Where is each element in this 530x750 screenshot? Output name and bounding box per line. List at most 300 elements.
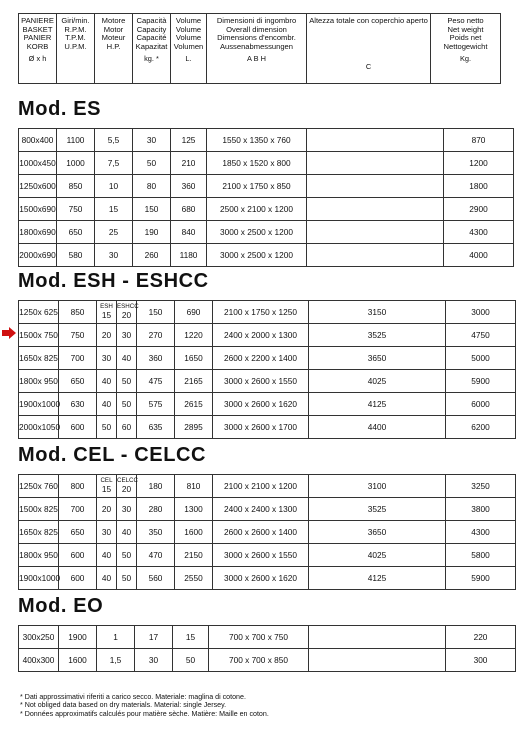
- cell-value: 5,5: [107, 135, 120, 145]
- cell-value: 2895: [184, 422, 203, 432]
- cell-value: 30: [101, 527, 112, 537]
- table-cell: [309, 370, 446, 393]
- cell-value: 3800: [471, 504, 490, 514]
- cell-value: 1500x 825: [19, 504, 58, 514]
- cell-value: 300x250: [22, 632, 55, 642]
- table-cell: [97, 475, 117, 498]
- cell-value: 1000: [66, 158, 85, 168]
- table-cell: [175, 521, 213, 544]
- table-cell: [444, 198, 514, 221]
- es-table-body: [19, 129, 514, 267]
- table-cell: [117, 393, 137, 416]
- table-cell: [97, 626, 135, 649]
- cell-value: 3000 x 2600 x 1550: [224, 376, 297, 386]
- table-cell: [95, 244, 133, 267]
- table-cell: [446, 567, 516, 590]
- cell-value: 600: [70, 573, 85, 583]
- cell-value: 650: [70, 527, 85, 537]
- table-cell: [97, 393, 117, 416]
- table-cell: [57, 198, 95, 221]
- cell-value: 3000 x 2600 x 1620: [224, 573, 297, 583]
- table-cell: [57, 244, 95, 267]
- table-cell: [57, 152, 95, 175]
- table-cell: [213, 347, 309, 370]
- table-cell: [117, 324, 137, 347]
- footnote-en: * Not obliged data based on dry materials. Material: single Jersey.: [20, 701, 227, 710]
- table-cell: [137, 521, 175, 544]
- table-cell: [309, 301, 446, 324]
- cell-value: 50: [121, 573, 132, 583]
- table-cell: [307, 198, 444, 221]
- table-cell: [133, 152, 171, 175]
- cel-table-body: [19, 475, 516, 590]
- cell-value: 1220: [184, 330, 203, 340]
- table-cell: [137, 370, 175, 393]
- column-header-table: [18, 13, 501, 84]
- cell-value: 690: [186, 307, 201, 317]
- table-cell: [173, 626, 209, 649]
- cell-value: 50: [121, 550, 132, 560]
- table-cell: [307, 152, 444, 175]
- table-cell: [19, 152, 57, 175]
- cell-value: 1180: [179, 250, 198, 260]
- cell-value: 5000: [471, 353, 490, 363]
- cell-value: 680: [181, 204, 196, 214]
- table-cell: [307, 175, 444, 198]
- motor-variant-label: CEL: [100, 476, 113, 484]
- cell-value: 3650: [367, 353, 387, 363]
- table-row: [19, 416, 516, 439]
- table-cell: [175, 370, 213, 393]
- esh-table: [18, 300, 516, 439]
- table-row: [19, 649, 516, 672]
- table-cell: [137, 324, 175, 347]
- cel-table: [18, 474, 516, 590]
- cell-value: 30: [146, 135, 157, 145]
- cell-value: 40: [101, 376, 112, 386]
- cell-value: 6200: [471, 422, 490, 432]
- red-arrow-icon: [2, 327, 16, 339]
- table-cell: [446, 370, 516, 393]
- table-cell: [171, 198, 207, 221]
- table-cell: [446, 475, 516, 498]
- cell-value: 300: [473, 655, 488, 665]
- table-cell: [309, 416, 446, 439]
- table-row: [19, 244, 514, 267]
- cell-value: 15: [101, 483, 112, 494]
- motor-variant-label: ESH: [100, 302, 113, 310]
- table-row: [19, 129, 514, 152]
- cell-value: 1: [113, 632, 118, 642]
- table-cell: [207, 175, 307, 198]
- table-row: [19, 301, 516, 324]
- cell-value: 3100: [367, 481, 387, 491]
- cell-value: 15: [101, 309, 112, 320]
- table-cell: [133, 244, 171, 267]
- cell-value: 4025: [367, 550, 387, 560]
- cell-value: 1600: [68, 655, 87, 665]
- table-row: [19, 498, 516, 521]
- cell-value: 30: [121, 504, 132, 514]
- cell-value: 15: [108, 204, 119, 214]
- table-cell: [213, 370, 309, 393]
- cell-value: 360: [148, 353, 163, 363]
- table-cell: [207, 152, 307, 175]
- table-row: [19, 347, 516, 370]
- eo-table-body: [19, 626, 516, 672]
- table-cell: [171, 175, 207, 198]
- cell-value: 3000 x 2600 x 1550: [224, 550, 297, 560]
- cell-value: 810: [186, 481, 201, 491]
- footnote-it: * Dati approssimativi riferiti a carico secco. Materiale: maglina di cotone.: [20, 693, 246, 701]
- table-cell: [59, 567, 97, 590]
- table-cell: [171, 221, 207, 244]
- cell-value: 40: [101, 573, 112, 583]
- cell-value: 150: [148, 307, 163, 317]
- table-cell: [97, 521, 117, 544]
- cell-value: 470: [148, 550, 163, 560]
- cell-value: 560: [148, 573, 163, 583]
- cell-value: 4000: [469, 250, 488, 260]
- cell-value: 360: [181, 181, 196, 191]
- section-title-esh: Mod. ESH - ESHCC: [18, 270, 209, 292]
- section-title-es: Mod. ES: [18, 98, 102, 120]
- cell-value: 40: [121, 353, 132, 363]
- cell-value: 40: [101, 399, 112, 409]
- table-cell: [97, 347, 117, 370]
- cell-value: 3000 x 2500 x 1200: [220, 227, 293, 237]
- table-cell: [133, 198, 171, 221]
- table-cell: [213, 416, 309, 439]
- table-cell: [209, 626, 309, 649]
- cell-value: 2550: [184, 573, 203, 583]
- table-cell: [309, 649, 446, 672]
- cell-value: 3250: [471, 481, 490, 491]
- table-cell: [213, 324, 309, 347]
- table-row: [19, 544, 516, 567]
- cell-value: 4300: [469, 227, 488, 237]
- table-row: [19, 221, 514, 244]
- table-cell: [309, 544, 446, 567]
- cell-value: 870: [471, 135, 486, 145]
- cell-value: 2000x1050: [19, 422, 61, 432]
- cell-value: 180: [148, 481, 163, 491]
- table-row: [19, 324, 516, 347]
- table-cell: [446, 347, 516, 370]
- table-cell: [19, 475, 59, 498]
- cell-value: 650: [68, 227, 83, 237]
- table-cell: [446, 498, 516, 521]
- cell-value: 1500x690: [19, 204, 56, 214]
- cell-value: 1800: [469, 181, 488, 191]
- table-cell: [444, 129, 514, 152]
- cell-value: 60: [121, 422, 132, 432]
- table-cell: [137, 567, 175, 590]
- cell-value: 1800x690: [19, 227, 56, 237]
- cell-value: 800x400: [21, 135, 54, 145]
- table-cell: [213, 521, 309, 544]
- cell-value: 25: [108, 227, 119, 237]
- cell-value: 190: [144, 227, 159, 237]
- cell-value: 6000: [471, 399, 490, 409]
- table-cell: [59, 416, 97, 439]
- table-cell: [117, 301, 137, 324]
- cell-value: 2600 x 2200 x 1400: [224, 353, 297, 363]
- table-cell: [95, 221, 133, 244]
- table-cell: [309, 475, 446, 498]
- table-cell: [446, 521, 516, 544]
- cell-value: 4025: [367, 376, 387, 386]
- table-cell: [446, 324, 516, 347]
- cell-value: 600: [70, 550, 85, 560]
- table-cell: [59, 475, 97, 498]
- table-cell: [444, 175, 514, 198]
- cell-value: 1250x 760: [19, 481, 58, 491]
- table-cell: [309, 567, 446, 590]
- table-row: [19, 370, 516, 393]
- table-cell: [175, 498, 213, 521]
- cell-value: 3650: [367, 527, 387, 537]
- cell-value: 150: [144, 204, 159, 214]
- table-row: [19, 626, 516, 649]
- table-cell: [171, 244, 207, 267]
- table-cell: [137, 393, 175, 416]
- cell-value: 15: [185, 632, 196, 642]
- cell-value: 2600 x 2600 x 1400: [224, 527, 297, 537]
- table-row: [19, 475, 516, 498]
- cell-value: 350: [148, 527, 163, 537]
- table-cell: [117, 544, 137, 567]
- table-cell: [446, 301, 516, 324]
- table-cell: [117, 521, 137, 544]
- table-cell: [59, 626, 97, 649]
- table-cell: [19, 626, 59, 649]
- table-cell: [59, 347, 97, 370]
- table-cell: [19, 129, 57, 152]
- eo-table: [18, 625, 516, 672]
- cell-value: 30: [108, 250, 119, 260]
- table-cell: [309, 626, 446, 649]
- table-cell: [59, 649, 97, 672]
- table-cell: [59, 498, 97, 521]
- table-cell: [207, 129, 307, 152]
- cell-value: 4300: [471, 527, 490, 537]
- cell-value: 580: [68, 250, 83, 260]
- cell-value: 1800x 950: [19, 376, 58, 386]
- table-cell: [135, 649, 173, 672]
- cell-value: 3150: [367, 307, 387, 317]
- cell-value: 50: [121, 376, 132, 386]
- cell-value: 2100 x 1750 x 850: [222, 181, 291, 191]
- motor-variant-label: CELCC: [117, 476, 138, 484]
- table-cell: [59, 301, 97, 324]
- table-cell: [19, 567, 59, 590]
- table-cell: [19, 198, 57, 221]
- table-cell: [97, 370, 117, 393]
- cell-value: 20: [121, 483, 132, 494]
- cell-value: 50: [101, 422, 112, 432]
- table-cell: [446, 416, 516, 439]
- table-row: [19, 152, 514, 175]
- table-cell: [57, 175, 95, 198]
- cell-value: 50: [185, 655, 196, 665]
- cell-value: 10: [108, 181, 119, 191]
- cell-value: 1500x 750: [19, 330, 58, 340]
- cell-value: 400x300: [22, 655, 55, 665]
- cell-value: 700 x 700 x 850: [228, 655, 289, 665]
- table-cell: [97, 301, 117, 324]
- table-cell: [446, 649, 516, 672]
- table-cell: [97, 416, 117, 439]
- table-cell: [213, 301, 309, 324]
- table-cell: [309, 347, 446, 370]
- cell-value: 4750: [471, 330, 490, 340]
- cell-value: 2000x690: [19, 250, 56, 260]
- cell-value: 80: [146, 181, 157, 191]
- cell-value: 1000x450: [19, 158, 56, 168]
- cell-value: 2100 x 2100 x 1200: [224, 481, 297, 491]
- cell-value: 2100 x 1750 x 1250: [224, 307, 297, 317]
- table-cell: [207, 221, 307, 244]
- cell-value: 700: [70, 353, 85, 363]
- table-cell: [446, 393, 516, 416]
- table-cell: [309, 393, 446, 416]
- header-basket: PANIERE BASKET PANIER KORB Ø x h: [19, 14, 57, 84]
- section-title-cel: Mod. CEL - CELCC: [18, 444, 207, 466]
- table-cell: [209, 649, 309, 672]
- cell-value: 850: [70, 307, 85, 317]
- table-cell: [137, 347, 175, 370]
- table-cell: [19, 498, 59, 521]
- table-cell: [307, 221, 444, 244]
- cell-value: 5800: [471, 550, 490, 560]
- cell-value: 280: [148, 504, 163, 514]
- cell-value: 750: [70, 330, 85, 340]
- table-cell: [117, 475, 137, 498]
- cell-value: 7,5: [107, 158, 120, 168]
- cell-value: 575: [148, 399, 163, 409]
- header-capacity: Capacità Capacity Capacité Kapazitat kg. *: [133, 14, 171, 84]
- cell-value: 50: [121, 399, 132, 409]
- table-cell: [117, 567, 137, 590]
- cell-value: 50: [146, 158, 157, 168]
- table-cell: [133, 129, 171, 152]
- cell-value: 4125: [367, 573, 387, 583]
- header-rpm: Giri/min. R.P.M. T.P.M. U.P.M.: [57, 14, 95, 84]
- table-cell: [207, 244, 307, 267]
- table-cell: [59, 324, 97, 347]
- cell-value: 850: [68, 181, 83, 191]
- table-cell: [19, 393, 59, 416]
- table-cell: [446, 544, 516, 567]
- table-cell: [97, 498, 117, 521]
- cell-value: 2615: [184, 399, 203, 409]
- table-cell: [175, 347, 213, 370]
- cell-value: 3000 x 2500 x 1200: [220, 250, 293, 260]
- cell-value: 30: [148, 655, 159, 665]
- table-cell: [59, 521, 97, 544]
- motor-variant-label: ESHCC: [117, 302, 139, 310]
- table-cell: [19, 175, 57, 198]
- cell-value: 40: [101, 550, 112, 560]
- table-cell: [19, 649, 59, 672]
- cell-value: 700: [70, 504, 85, 514]
- table-cell: [19, 221, 57, 244]
- table-cell: [173, 649, 209, 672]
- table-cell: [213, 567, 309, 590]
- cell-value: 1600: [184, 527, 203, 537]
- cell-value: 30: [121, 330, 132, 340]
- table-cell: [57, 129, 95, 152]
- cell-value: 20: [101, 330, 112, 340]
- table-cell: [207, 198, 307, 221]
- table-row: [19, 393, 516, 416]
- footnote-fr: * Données approximatifs calculés pour matière sèche. Matière: Maille en coton.: [20, 709, 269, 718]
- table-cell: [97, 324, 117, 347]
- table-cell: [175, 567, 213, 590]
- cell-value: 30: [101, 353, 112, 363]
- cell-value: 2400 x 2000 x 1300: [224, 330, 297, 340]
- cell-value: 2150: [184, 550, 203, 560]
- table-cell: [57, 221, 95, 244]
- cell-value: 1900: [68, 632, 87, 642]
- cell-value: 220: [473, 632, 488, 642]
- table-cell: [59, 393, 97, 416]
- header-height: Altezza totale con coperchio aperto C: [307, 14, 431, 84]
- table-cell: [171, 129, 207, 152]
- table-cell: [95, 129, 133, 152]
- cell-value: 1300: [184, 504, 203, 514]
- table-cell: [117, 347, 137, 370]
- cell-value: 3000 x 2600 x 1620: [224, 399, 297, 409]
- cell-value: 1200: [469, 158, 488, 168]
- table-cell: [19, 324, 59, 347]
- table-cell: [133, 221, 171, 244]
- cell-value: 475: [148, 376, 163, 386]
- table-cell: [19, 521, 59, 544]
- cell-value: 210: [181, 158, 196, 168]
- table-cell: [19, 301, 59, 324]
- table-cell: [95, 198, 133, 221]
- table-cell: [213, 475, 309, 498]
- header-dimensions: Dimensioni di ingombro Overall dimension Dimensions d'encombr. Aussenabmessungen A B H: [207, 14, 307, 84]
- table-cell: [175, 416, 213, 439]
- table-cell: [59, 370, 97, 393]
- table-cell: [19, 244, 57, 267]
- cell-value: 1800x 950: [19, 550, 58, 560]
- cell-value: 1,5: [109, 655, 122, 665]
- cell-value: 4400: [367, 422, 387, 432]
- table-cell: [117, 416, 137, 439]
- header-motor: Motore Motor Moteur H.P.: [95, 14, 133, 84]
- table-row: [19, 175, 514, 198]
- cell-value: 2400 x 2400 x 1300: [224, 504, 297, 514]
- cell-value: 2165: [184, 376, 203, 386]
- table-cell: [171, 152, 207, 175]
- cell-value: 17: [148, 632, 159, 642]
- table-cell: [213, 498, 309, 521]
- cell-value: 650: [70, 376, 85, 386]
- cell-value: 3525: [367, 504, 387, 514]
- cell-value: 5900: [471, 376, 490, 386]
- table-cell: [19, 416, 59, 439]
- table-cell: [309, 324, 446, 347]
- table-cell: [137, 544, 175, 567]
- cell-value: 2500 x 2100 x 1200: [220, 204, 293, 214]
- table-cell: [117, 370, 137, 393]
- cell-value: 1850 x 1520 x 800: [222, 158, 291, 168]
- cell-value: 1650: [184, 353, 203, 363]
